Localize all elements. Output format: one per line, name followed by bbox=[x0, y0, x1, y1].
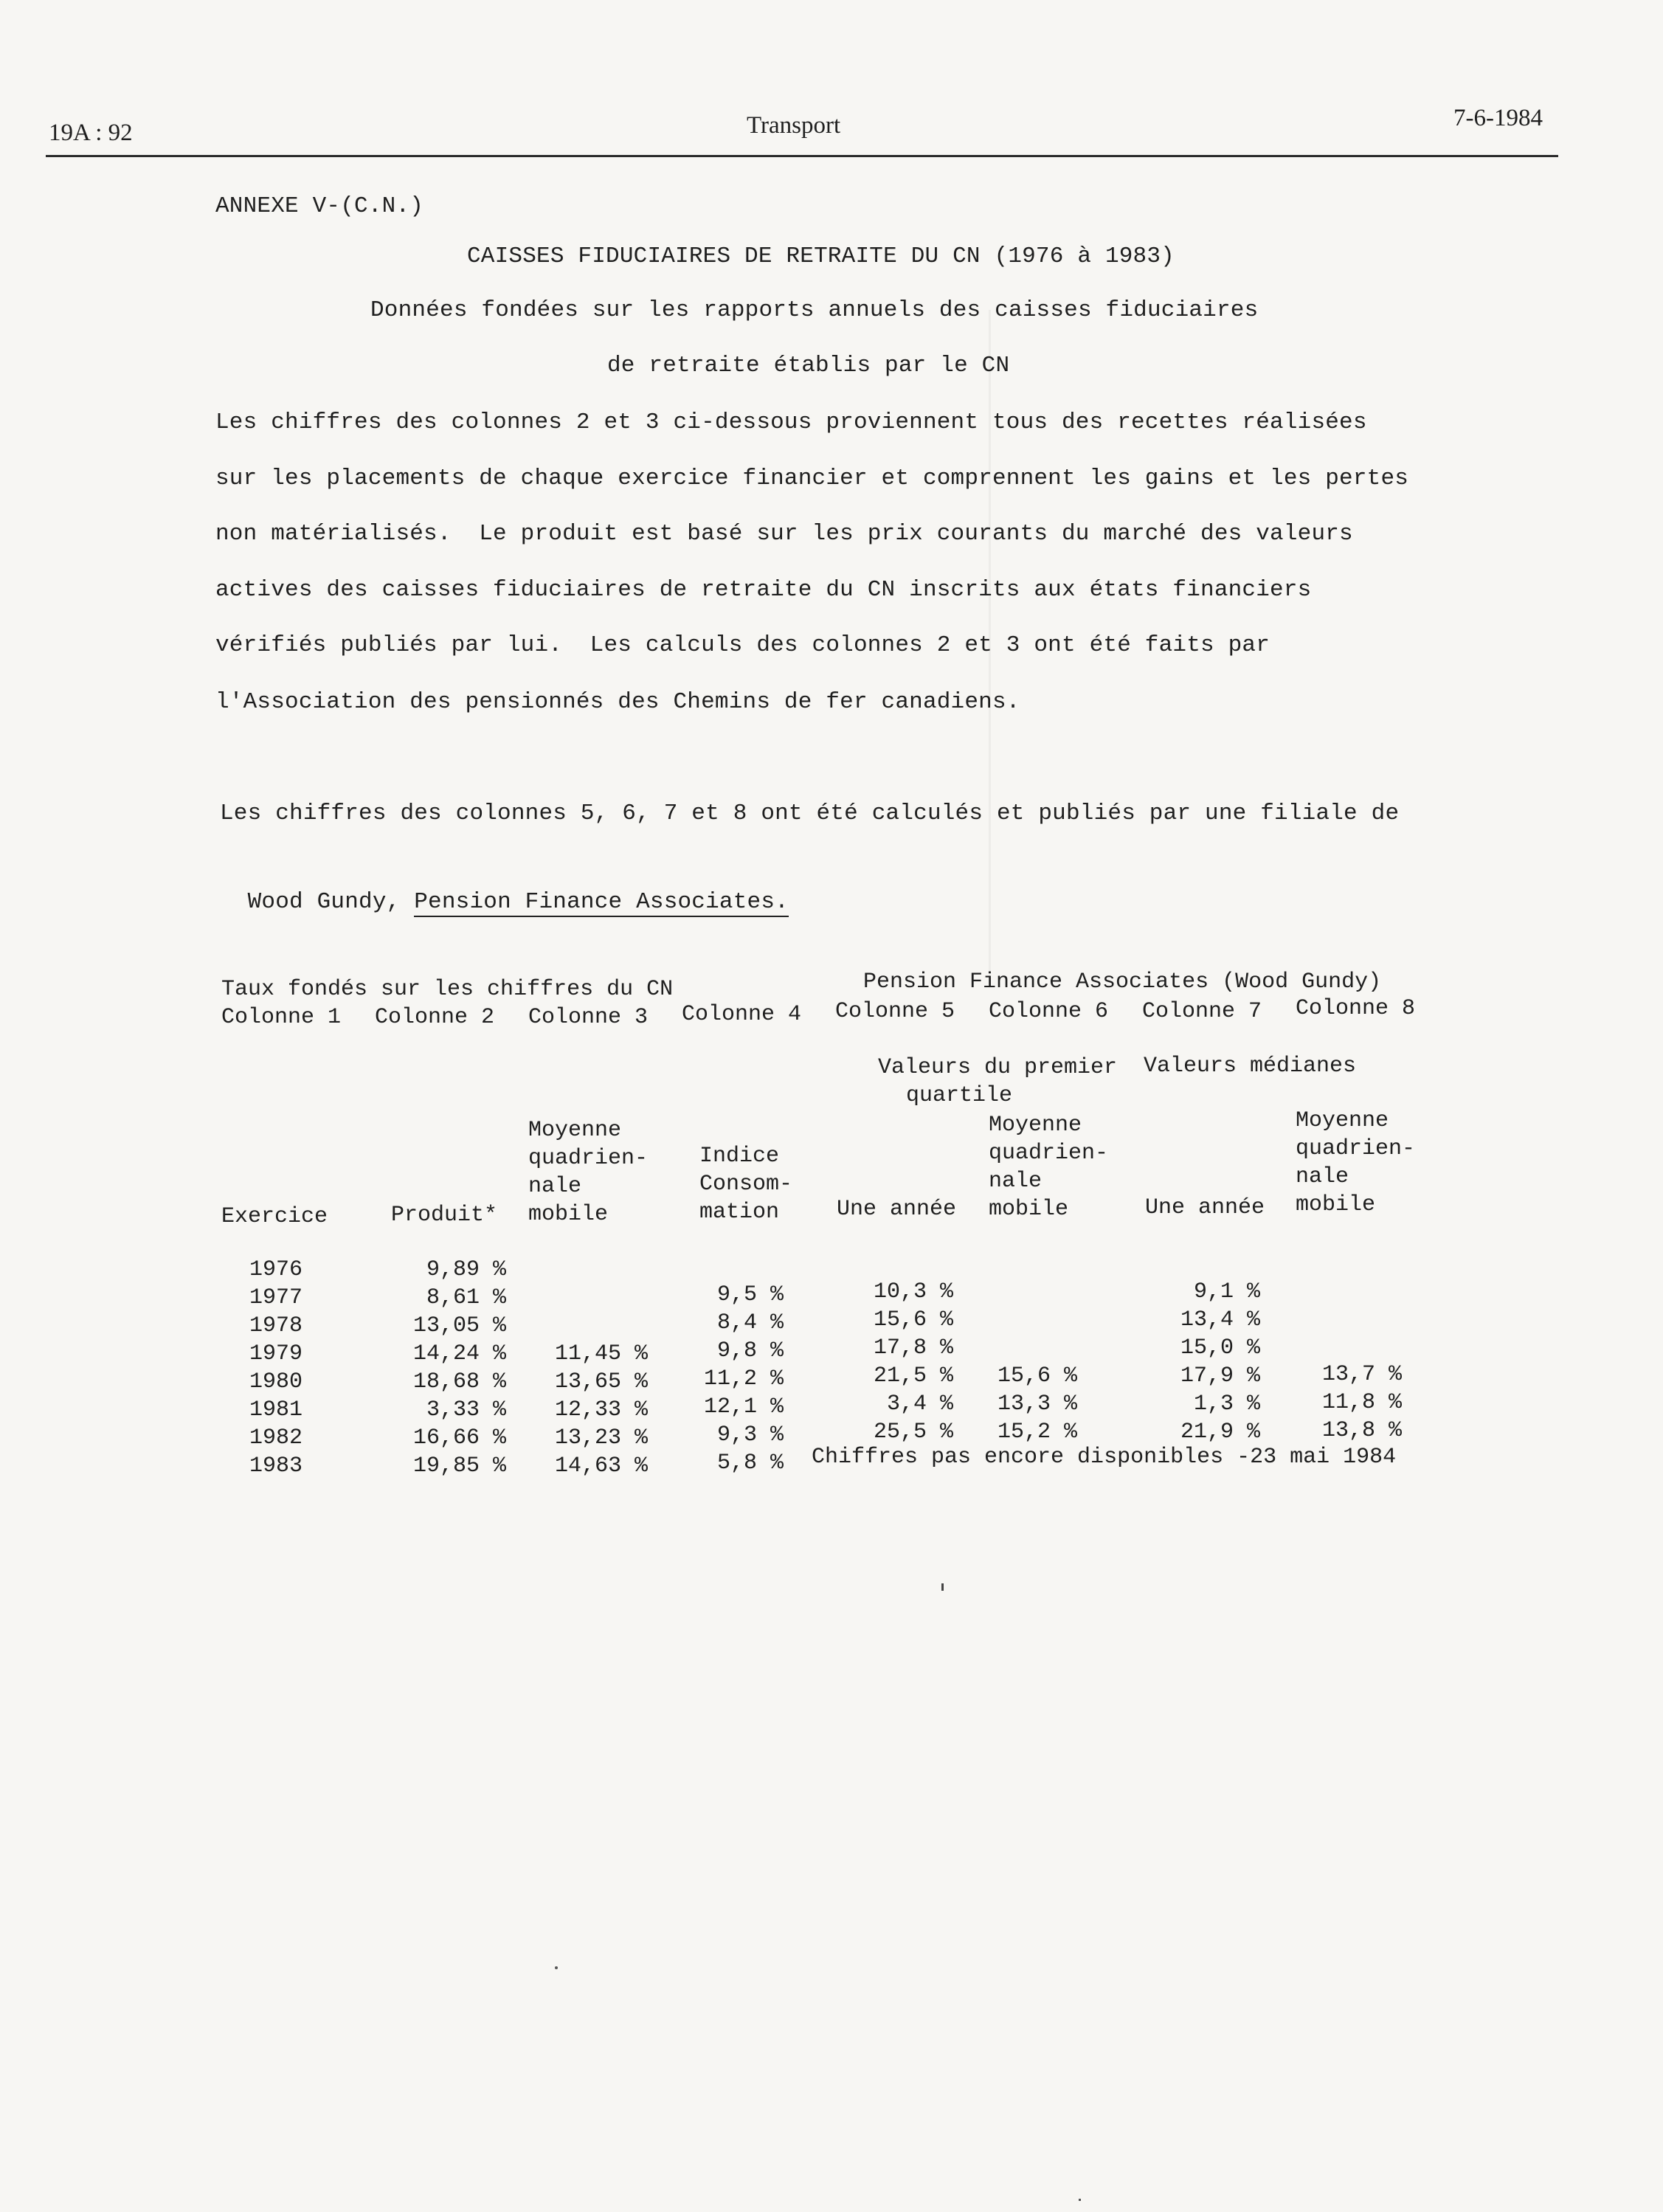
cell-indice: 9,8 % bbox=[716, 1338, 784, 1364]
col8-head: mobile bbox=[1296, 1192, 1376, 1217]
column-label: Colonne 7 bbox=[1142, 999, 1262, 1024]
paragraph-line: sur les placements de chaque exercice financier et comprennent les gains et les pertes bbox=[215, 466, 1409, 491]
table-group-header-wood-gundy: Pension Finance Associates (Wood Gundy) bbox=[863, 970, 1382, 995]
page-reference: 19A : 92 bbox=[49, 120, 133, 146]
cell-indice: 5,8 % bbox=[716, 1451, 784, 1476]
col8-head: Moyenne bbox=[1296, 1108, 1389, 1133]
page-header-title: Transport bbox=[747, 112, 841, 139]
cell-indice: 9,5 % bbox=[716, 1282, 784, 1307]
col5-head: Une année bbox=[837, 1197, 957, 1222]
column-label: Colonne 4 bbox=[682, 1002, 802, 1027]
cell-produit: 3,33 % bbox=[426, 1397, 506, 1423]
column-label: Colonne 8 bbox=[1296, 996, 1416, 1021]
scan-speck bbox=[555, 1966, 558, 1969]
col8-head: nale bbox=[1296, 1164, 1349, 1189]
cell-year: 1981 bbox=[249, 1397, 303, 1423]
cell-produit: 18,68 % bbox=[412, 1369, 506, 1394]
col6-head: nale bbox=[989, 1169, 1043, 1194]
col3-head: Moyenne bbox=[528, 1118, 622, 1143]
col6-head: quadrien- bbox=[989, 1141, 1109, 1166]
cell-indice: 11,2 % bbox=[703, 1366, 784, 1392]
cell-year: 1980 bbox=[249, 1369, 303, 1394]
scan-speck bbox=[941, 1583, 944, 1591]
cell-year: 1978 bbox=[249, 1313, 303, 1338]
cell-q1-one-year: 15,6 % bbox=[873, 1307, 953, 1333]
col4-head: Indice bbox=[699, 1144, 780, 1169]
cell-median-one-year: 17,9 % bbox=[1180, 1364, 1260, 1389]
col2-head: Produit* bbox=[391, 1203, 498, 1228]
cell-moyenne-cn: 13,65 % bbox=[554, 1369, 648, 1394]
cell-median-one-year: 1,3 % bbox=[1193, 1392, 1260, 1417]
col3-head: quadrien- bbox=[528, 1146, 649, 1171]
cell-moyenne-cn: 13,23 % bbox=[554, 1425, 648, 1451]
main-title: CAISSES FIDUCIAIRES DE RETRAITE DU CN (1976 à 1983) bbox=[467, 243, 1175, 269]
cell-q1-moyenne: 13,3 % bbox=[997, 1392, 1077, 1417]
table-group-header-cn: Taux fondés sur les chiffres du CN bbox=[221, 977, 674, 1002]
cell-produit: 13,05 % bbox=[412, 1313, 506, 1338]
cell-q1-moyenne: 15,6 % bbox=[997, 1364, 1077, 1389]
cell-q1-one-year: 3,4 % bbox=[886, 1392, 953, 1417]
column-label: Colonne 6 bbox=[989, 999, 1109, 1024]
subtitle-line-1: Données fondées sur les rapports annuels des caisses fiduciaires bbox=[370, 297, 1259, 323]
cell-indice: 8,4 % bbox=[716, 1310, 784, 1335]
cell-produit: 19,85 % bbox=[412, 1454, 506, 1479]
col6-head: Moyenne bbox=[989, 1113, 1082, 1138]
col8-head: quadrien- bbox=[1296, 1136, 1416, 1161]
cell-q1-moyenne: 15,2 % bbox=[997, 1420, 1077, 1445]
cell-median-one-year: 9,1 % bbox=[1193, 1279, 1260, 1304]
cell-produit: 16,66 % bbox=[412, 1425, 506, 1451]
cell-year: 1979 bbox=[249, 1341, 303, 1366]
col7-head: Une année bbox=[1145, 1195, 1265, 1220]
col3-head: nale bbox=[528, 1174, 582, 1199]
cell-median-one-year: 15,0 % bbox=[1180, 1335, 1260, 1361]
paragraph-line: Les chiffres des colonnes 2 et 3 ci-dessous proviennent tous des recettes réalisées bbox=[215, 409, 1367, 435]
paragraph-line: Les chiffres des colonnes 5, 6, 7 et 8 ont été calculés et publiés par une filiale de bbox=[220, 801, 1400, 826]
cell-q1-one-year: 17,8 % bbox=[873, 1335, 953, 1361]
page-date: 7-6-1984 bbox=[1453, 105, 1543, 131]
column-label: Colonne 1 bbox=[221, 1005, 342, 1030]
subheader-first-quartile: quartile bbox=[906, 1083, 1013, 1108]
cell-moyenne-cn: 12,33 % bbox=[554, 1397, 648, 1423]
paragraph-line: vérifiés publiés par lui. Les calculs des colonnes 2 et 3 ont été faits par bbox=[215, 632, 1270, 658]
cell-median-one-year: 13,4 % bbox=[1180, 1307, 1260, 1333]
annex-label: ANNEXE V-(C.N.) bbox=[215, 193, 424, 219]
cell-produit: 14,24 % bbox=[412, 1341, 506, 1366]
paragraph-line: actives des caisses fiduciaires de retraite du CN inscrits aux états financiers bbox=[215, 577, 1312, 603]
col3-head: mobile bbox=[528, 1202, 609, 1227]
cell-produit: 8,61 % bbox=[426, 1285, 506, 1310]
scan-speck bbox=[1079, 2199, 1081, 2201]
cell-median-moyenne: 13,7 % bbox=[1321, 1362, 1402, 1387]
cell-moyenne-cn: 14,63 % bbox=[554, 1454, 648, 1479]
cell-year: 1977 bbox=[249, 1285, 303, 1310]
col1-head: Exercice bbox=[221, 1204, 328, 1229]
paragraph-line bbox=[220, 863, 789, 915]
subheader-first-quartile: Valeurs du premier bbox=[878, 1055, 1118, 1080]
cell-median-moyenne: 13,8 % bbox=[1321, 1418, 1402, 1443]
paragraph-line: l'Association des pensionnés des Chemins de fer canadiens. bbox=[215, 689, 1020, 715]
subheader-median: Valeurs médianes bbox=[1144, 1054, 1357, 1079]
cell-q1-one-year: 25,5 % bbox=[873, 1420, 953, 1445]
cell-produit: 9,89 % bbox=[426, 1257, 506, 1282]
cell-moyenne-cn: 11,45 % bbox=[554, 1341, 648, 1366]
cell-indice: 12,1 % bbox=[703, 1394, 784, 1420]
cell-q1-one-year: 10,3 % bbox=[873, 1279, 953, 1304]
cell-indice: 9,3 % bbox=[716, 1423, 784, 1448]
col4-head: mation bbox=[699, 1200, 780, 1225]
header-rule bbox=[46, 155, 1558, 157]
subtitle-line-2: de retraite établis par le CN bbox=[607, 353, 1010, 379]
paragraph-line: non matérialisés. Le produit est basé sur les prix courants du marché des valeurs bbox=[215, 521, 1353, 547]
underlined-company-name: Pension Finance Associates. bbox=[414, 889, 789, 917]
cell-median-moyenne: 11,8 % bbox=[1321, 1390, 1402, 1415]
cell-year: 1976 bbox=[249, 1257, 303, 1282]
column-label: Colonne 2 bbox=[375, 1005, 495, 1030]
col4-head: Consom- bbox=[699, 1172, 793, 1197]
paragraph-text: Wood Gundy, bbox=[247, 889, 415, 915]
cell-median-one-year: 21,9 % bbox=[1180, 1420, 1260, 1445]
column-label: Colonne 3 bbox=[528, 1005, 649, 1030]
column-label: Colonne 5 bbox=[835, 999, 955, 1024]
cell-year: 1982 bbox=[249, 1425, 303, 1451]
cell-q1-one-year: 21,5 % bbox=[873, 1364, 953, 1389]
note-data-unavailable: Chiffres pas encore disponibles -23 mai 1984 bbox=[812, 1445, 1397, 1470]
cell-year: 1983 bbox=[249, 1454, 303, 1479]
col6-head: mobile bbox=[989, 1197, 1069, 1222]
